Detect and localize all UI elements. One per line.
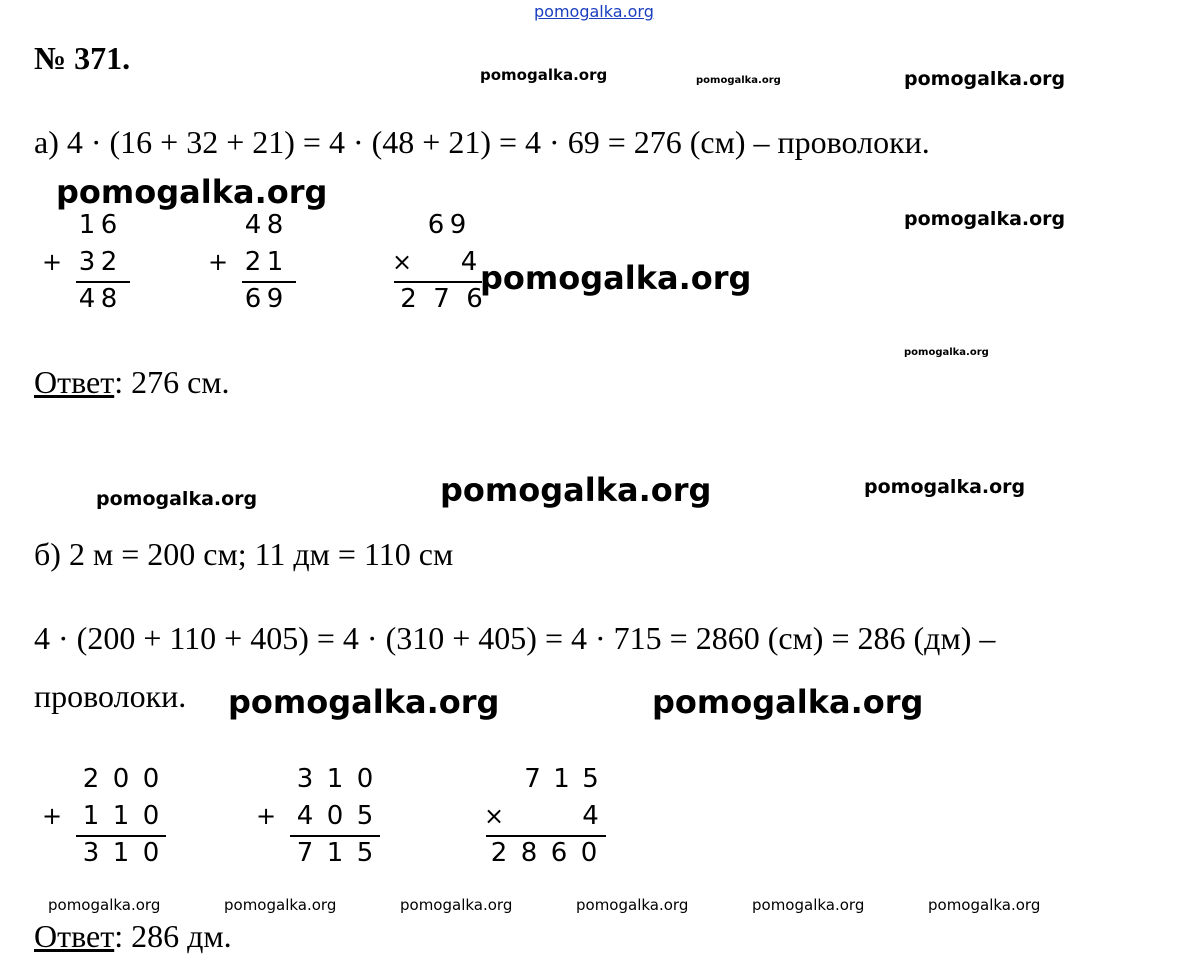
problem-number: № 371. [34,40,131,76]
calc-mid-row [76,803,166,829]
watermark: pomogalka.org [400,896,513,914]
watermark: pomogalka.org [56,173,328,211]
digit: 7 [524,764,541,794]
calc-result-row [290,840,380,866]
column-addition-16-32 [42,210,136,314]
calc-result-row [484,840,604,866]
multiply-sign: × [392,248,413,276]
digit: 3 [78,247,96,277]
digit: 3 [82,838,100,868]
calc-result-row [76,286,120,312]
digit: 6 [244,284,262,314]
digit: 2 [400,284,417,314]
digit: 1 [112,801,130,831]
digit: 0 [580,838,598,868]
column-addition-200-110 [42,764,176,868]
plus-sign: + [256,802,277,830]
digit: 6 [100,210,118,240]
digit: 4 [296,801,314,831]
digit: 1 [266,247,284,277]
digit: 1 [553,764,570,794]
digit: 2 [100,247,118,277]
digit: 8 [520,838,538,868]
watermark: pomogalka.org [904,68,1066,90]
column-addition-310-405 [256,764,390,868]
digit: 7 [296,838,314,868]
digit: 1 [326,838,344,868]
sum-line [76,281,130,283]
watermark: pomogalka.org [480,259,752,297]
watermark: pomogalka.org [752,896,865,914]
digit: 4 [244,210,262,240]
calc-mid-row [576,803,605,829]
calc-top-row [290,766,380,792]
digit: 0 [112,764,130,794]
column-addition-48-21 [208,210,302,314]
watermark: pomogalka.org [96,488,258,510]
digit: 8 [100,284,118,314]
calc-mid-row [458,249,480,275]
digit: 6 [550,838,568,868]
answer-value: : 276 см. [114,364,230,400]
digit: 3 [296,764,314,794]
plus-sign: + [42,802,63,830]
digit: 0 [142,838,160,868]
part-b-equation: 4 · (200 + 110 + 405) = 4 · (310 + 405) = 4 · 715 = 2860 (см) = 286 (дм) – [34,620,996,656]
digit: 2 [490,838,508,868]
digit: 6 [427,210,445,240]
answer-b [34,920,232,952]
calc-mid-row [242,249,286,275]
watermark: pomogalka.org [904,347,989,358]
watermark: pomogalka.org [864,476,1026,498]
watermark: pomogalka.org [228,683,500,721]
multiply-sign: × [484,802,505,830]
calc-top-row [242,212,286,238]
digit: 2 [82,764,100,794]
watermark: pomogalka.org [928,896,1041,914]
digit: 4 [460,247,478,277]
watermark: pomogalka.org [576,896,689,914]
calc-result-row [242,286,286,312]
digit: 1 [82,801,100,831]
calc-result-row [392,286,491,312]
digit: 0 [326,801,344,831]
answer-a [34,366,230,398]
calc-result-row [76,840,166,866]
calc-mid-row [290,803,380,829]
watermark: pomogalka.org [480,66,608,84]
watermark: pomogalka.org [904,208,1066,230]
answer-value: : 286 дм. [114,918,232,954]
watermark: pomogalka.org [224,896,337,914]
digit: 4 [78,284,96,314]
sum-line [290,835,380,837]
digit: 5 [356,801,374,831]
plus-sign: + [42,248,63,276]
digit: 1 [326,764,344,794]
digit: 7 [433,284,450,314]
part-a-equation: а) 4 · (16 + 32 + 21) = 4 · (48 + 21) = 4 · 69 = 276 (см) – проволоки. [34,124,930,160]
digit: 9 [449,210,467,240]
sum-line [242,281,296,283]
digit: 4 [582,801,599,831]
answer-label: Ответ [34,364,115,400]
answer-label: Ответ [34,918,115,954]
plus-sign: + [208,248,229,276]
column-multiplication-69-4 [392,212,492,312]
digit: 1 [78,210,96,240]
calc-top-row [76,212,120,238]
digit: 9 [266,284,284,314]
product-line [394,281,482,283]
part-b-equation-cont: проволоки. [34,678,187,714]
digit: 5 [582,764,599,794]
digit: 0 [142,801,160,831]
calc-top-row [518,766,605,792]
watermark: pomogalka.org [48,896,161,914]
product-line [486,835,606,837]
watermark: pomogalka.org [652,683,924,721]
calc-top-row [76,766,166,792]
part-b-conversion: б) 2 м = 200 см; 11 дм = 110 см [34,536,454,572]
digit: 0 [356,764,374,794]
column-multiplication-715-4 [484,766,614,866]
digit: 2 [244,247,262,277]
digit: 0 [142,764,160,794]
watermark: pomogalka.org [440,471,712,509]
digit: 5 [356,838,374,868]
calc-mid-row [76,249,120,275]
digit: 8 [266,210,284,240]
sum-line [76,835,166,837]
digit: 6 [466,284,483,314]
watermark: pomogalka.org [696,75,781,86]
top-watermark: pomogalka.org [534,2,654,21]
calc-top-row [425,212,469,238]
digit: 1 [112,838,130,868]
